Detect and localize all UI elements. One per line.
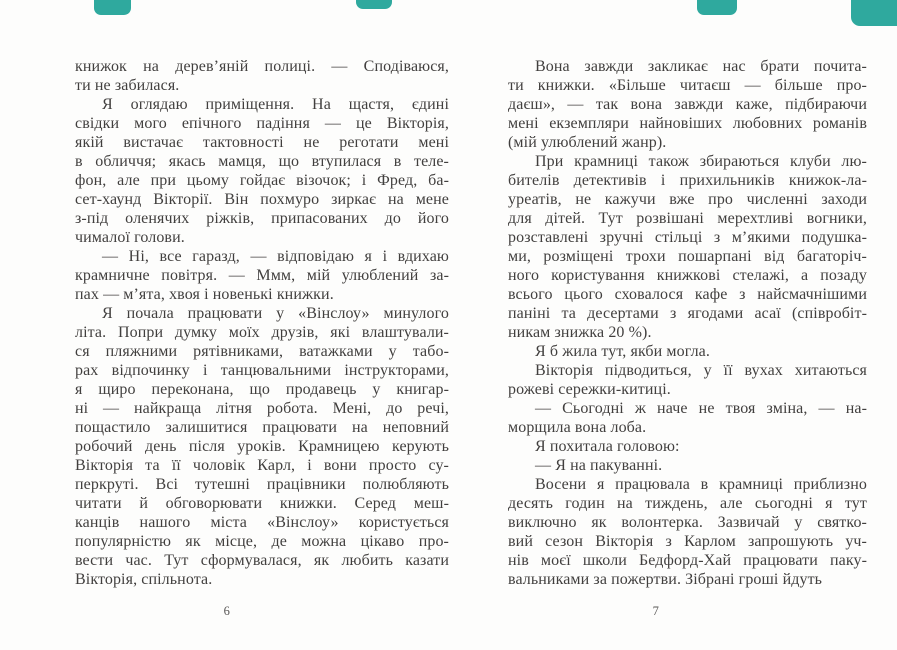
- text-line: мені екземпляри найновіших любовних романів: [508, 115, 867, 132]
- text-line: ми, розміщені трохи пошарпані від багаторіч-: [508, 248, 867, 265]
- text-line: — Ні, все гаразд, — відповідаю я і вдихаю: [102, 248, 449, 265]
- text-line: вий сезон Вікторія з Карлом запрошують уч-: [508, 533, 867, 550]
- page-number-right: 7: [652, 604, 660, 618]
- text-line: фон, але при цьому гойдає візочок; і Фред, ба-: [75, 172, 449, 189]
- paragraph: [75, 57, 449, 95]
- page-number-left: 6: [223, 604, 231, 618]
- text-line: вести час. Тут сформувалася, як любить казати: [75, 552, 449, 569]
- text-line: ся пляжними рятівниками, ватажками у табо-: [75, 343, 449, 360]
- paragraph: [508, 152, 867, 342]
- text-line: книжок на дерев’яній полиці. — Сподіваюся,: [75, 58, 449, 75]
- text-line: виключно як волонтерка. Зазвичай у святко-: [508, 514, 867, 531]
- text-line: — Я на пакуванні.: [535, 457, 663, 474]
- page-left-text: [75, 57, 449, 589]
- text-line: Я похитала головою:: [535, 438, 680, 455]
- text-line: свідки мого епічного падіння — це Вікторія,: [75, 115, 449, 132]
- text-line: ти не забилася.: [75, 77, 180, 94]
- text-line: нів моєї школи Бедфорд-Хай працювати паку-: [508, 552, 867, 569]
- paragraph: [508, 57, 867, 152]
- text-line: Вікторія, спільнота.: [75, 571, 213, 588]
- paragraph: [508, 342, 867, 361]
- text-line: пах — м’ята, хвоя і новенькі книжки.: [75, 286, 334, 303]
- text-line: уреатів, не кажучи вже про численні заходи: [508, 191, 867, 208]
- text-line: популярністю як місце, де можна цікаво про-: [75, 533, 449, 550]
- text-line: Вона завжди закликає нас брати почита-: [535, 58, 867, 75]
- text-line: я щиро переконана, що продавець у книгар-: [75, 381, 449, 398]
- text-line: Вікторія та її чоловік Карл, і вони просто су-: [75, 457, 449, 474]
- text-line: — Сьогодні ж наче не твоя зміна, — на-: [535, 400, 867, 417]
- text-line: десять годин на тиждень, але сьогодні я тут: [508, 495, 867, 512]
- text-line: сет-хаунд Вікторії. Він похмуро зиркає на мене: [75, 191, 449, 208]
- text-line: ного користування книжкові стелажі, а позаду: [508, 267, 867, 284]
- text-line: Я почала працювати у «Вінслоу» минулого: [102, 305, 449, 322]
- text-line: рах відпочинку і танцювальними інструкторами,: [75, 362, 449, 379]
- text-line: для дітей. Тут розвішані мерехтливі вогники,: [508, 210, 867, 227]
- text-line: ні — найкраща літня робота. Мені, до речі,: [75, 400, 449, 417]
- text-line: канців нашого міста «Вінслоу» користується: [75, 514, 449, 531]
- text-line: (мій улюблений жанр).: [508, 134, 667, 151]
- text-line: даєш», — так вона завжди каже, підбираючи: [508, 96, 867, 113]
- text-line: читати й обговорювати книжки. Серед меш-: [75, 495, 449, 512]
- text-line: При крамниці також збираються клуби лю-: [535, 153, 867, 170]
- paragraph: [508, 361, 867, 399]
- text-line: Вікторія підводиться, у її вухах хитаються: [535, 362, 867, 379]
- text-line: никам знижка 20 %).: [508, 324, 652, 341]
- text-line: вальниками за пожертви. Зібрані гроші йдуть: [508, 571, 823, 588]
- text-line: рожеві сережки-китиці.: [508, 381, 671, 398]
- cropped-banner-fragment: [356, 0, 392, 9]
- text-line: Восени я працювала в крамниці приблизно: [535, 476, 867, 493]
- text-line: пощастило залишитися працювати на неповний: [75, 419, 449, 436]
- cropped-banner-fragment: [697, 0, 737, 15]
- paragraph: [75, 304, 449, 589]
- text-line: чималої голови.: [75, 229, 185, 246]
- text-line: ти книжки. «Більше читаєш — більше про-: [508, 77, 867, 94]
- paragraph: [75, 247, 449, 304]
- text-line: всього цього сховалося кафе з найсмачнішими: [508, 286, 867, 303]
- text-line: якій вистачає тактовності не реготати мені: [75, 134, 449, 151]
- paragraph: [508, 456, 867, 475]
- text-line: в обличчя; якась мамця, що втупилася в теле-: [75, 153, 449, 170]
- cropped-banner-fragment: [851, 0, 897, 26]
- paragraph: [508, 437, 867, 456]
- text-line: Я оглядаю приміщення. На щастя, єдині: [102, 96, 449, 113]
- paragraph: [508, 399, 867, 437]
- text-line: паніні та десертами з ягодами асаї (співробіт-: [508, 305, 867, 322]
- cropped-banner-fragment: [94, 0, 131, 15]
- text-line: розставлені зручні стільці з м’якими подушка-: [508, 229, 867, 246]
- text-line: робочий день після уроків. Крамницею керують: [75, 438, 449, 455]
- text-line: з-під оленячих ріжків, припасованих до його: [75, 210, 449, 227]
- page-right-text: [508, 57, 867, 589]
- text-line: Я б жила тут, якби могла.: [535, 343, 710, 360]
- text-line: крамничне повітря. — Ммм, мій улюблений за-: [75, 267, 449, 284]
- text-line: бителів детективів і прихильників книжок-ла-: [508, 172, 867, 189]
- paragraph: [508, 475, 867, 589]
- text-line: літа. Попри думку моїх друзів, які влаштували-: [75, 324, 449, 341]
- text-line: морщила вона лоба.: [508, 419, 647, 436]
- paragraph: [75, 95, 449, 247]
- text-line: перкруті. Всі тутешні працівники полюбляють: [75, 476, 449, 493]
